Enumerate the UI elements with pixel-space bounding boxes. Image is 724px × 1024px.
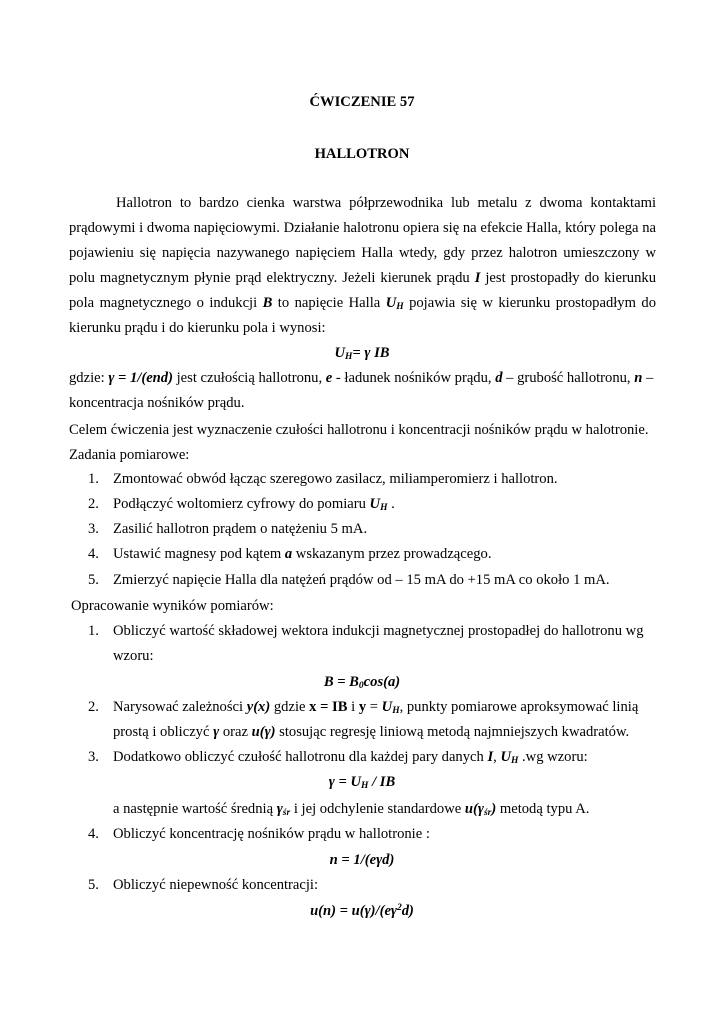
list-item-continued: wzoru: [113,648,154,664]
exercise-title: ĆWICZENIE 57 [309,94,415,110]
topic-title: HALLOTRON [314,146,410,162]
where-line-continued: koncentracja nośników prądu. [69,395,245,411]
symbol-induction: B [262,295,273,311]
formula-induction: $B = B_0\cos(a)$ [323,674,401,691]
symbol-hall-voltage: U [385,295,397,311]
goal-text: Celem ćwiczenia jest wyznaczenie czułości hallotronu i koncentracji nośników prądu w halotronie. [69,422,649,438]
list-item: 1. Zmontować obwód łącząc szeregowo zasilacz, miliamperomierz i hallotron. [88,471,558,487]
list-item: 1. Obliczyć wartość składowej wektora indukcji magnetycznej prostopadłej do hallotronu wg [88,623,644,639]
list-item-continued: a następnie wartość średnią $\gamma_{śr}$ i jej odchylenie standardowe $u(\gamma_{śr})$ metodą typu A. [113,801,590,818]
formula-uncertainty: $u(n) = u(\gamma)/(e\gamma^2d)$ [310,903,414,919]
formula-hall-voltage: $U_H= \gamma$ IB [334,345,390,362]
list-item: 4. Ustawić magnesy pod kątem a wskazanym przez prowadzącego. [88,546,492,562]
list-item-continued: prostą i obliczyć γ oraz u(γ) stosując regresję liniową metodą najmniejszych kwadratów. [113,724,630,740]
list-item: 2. Narysować zależności y(x) gdzie x = IB i $y = U_H$, punkty pomiarowe aproksymować linią [88,699,639,716]
intro-paragraph: Hallotron to bardzo cienka warstwa półprzewodnika lub metalu z dwoma kontaktami prądowymi i dwoma napięciowymi. Działanie halotronu opiera się na efekcie Halla, który polega na pojawieniu się napięcia nazywanego napięciem Halla wtedy, gdy przez halotron umieszczony w polu magnetycznym płynie prąd elektryczny. Jeżeli kierunek prądu I jest prostopadły do kierunku pola magnetycznego o indukcji B to napięcie Halla $U_H$ pojawia się w kierunku prostopadłym do kierunku prądu i do kierunku pola i wynosi: [69,195,656,336]
list-item: 4. Obliczyć koncentrację nośników prądu w hallotronie : [88,826,430,842]
tasks-heading: Zadania pomiarowe: [69,447,190,463]
where-line: gdzie: γ = 1/(end) jest czułością hallotronu, e - ładunek nośników prądu, d – grubość hallotronu, n – [69,370,654,386]
symbol-current: I [474,270,481,286]
list-item: 3. Zasilić hallotron prądem o natężeniu 5 mA. [88,521,368,537]
list-item: 5. Zmierzyć napięcie Halla dla natężeń prądów od – 15 mA do +15 mA co około 1 mA. [88,572,610,588]
list-item: 5. Obliczyć niepewność koncentracji: [88,877,319,893]
formula-sensitivity: $\gamma = U_H$ / IB [328,774,396,791]
formula-concentration: n = 1/(eγd) [329,852,395,868]
list-item: 2. Podłączyć woltomierz cyfrowy do pomiaru $U_H$ . [88,496,395,513]
list-item: 3. Dodatkowo obliczyć czułość hallotronu dla każdej pary danych I, $U_H$ .wg wzoru: [88,749,588,766]
analysis-heading: Opracowanie wyników pomiarów: [71,598,274,614]
